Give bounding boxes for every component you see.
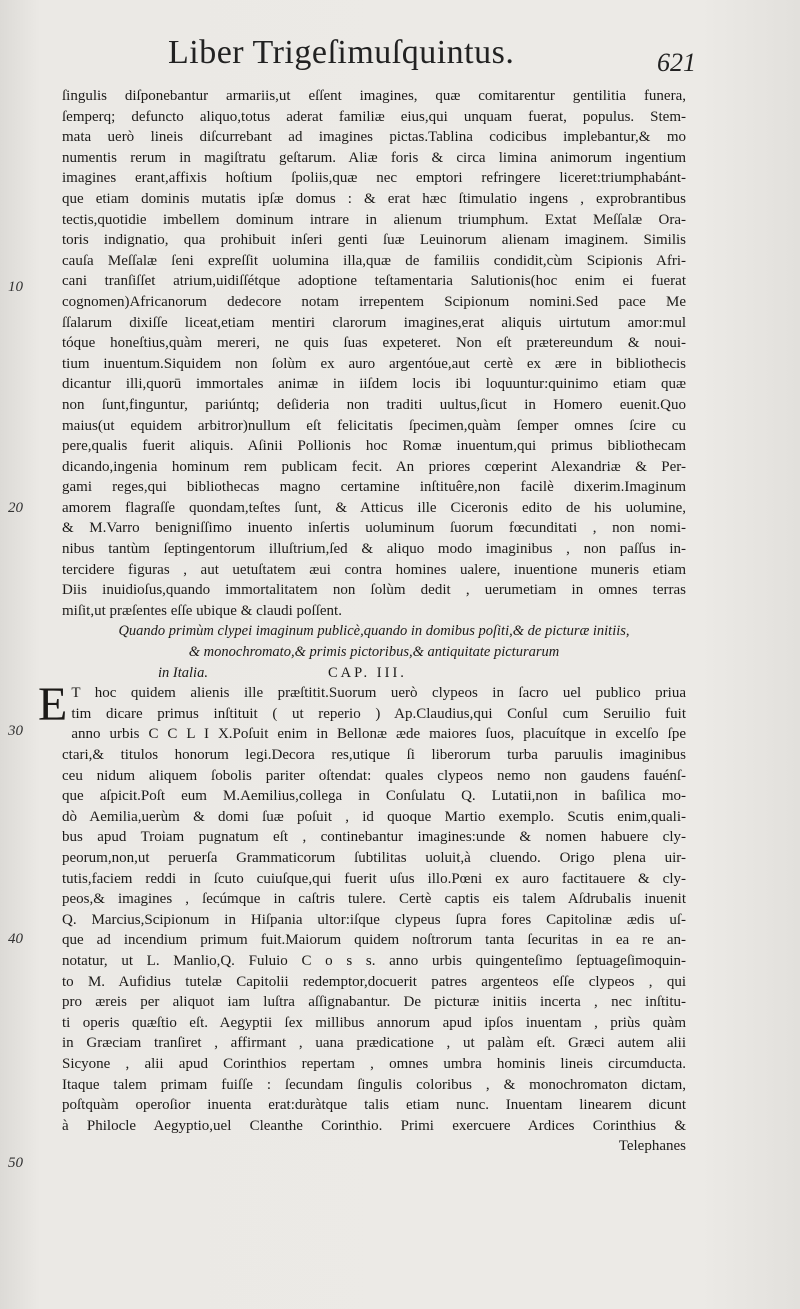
text-line: cauſa Meſſalæ ſeni expreſſit uolumina illa,quæ de familiis condidit,cùm Scipionis Afri- <box>62 252 686 269</box>
text-line: in Græciam tranſiret , affirmant , uana prædicatione , ut palàm eſt. Græci autem alii <box>62 1035 686 1052</box>
text-line: ſemperq; defuncto aliquo,totus aderat familiæ eius,qui unquam fuerat, populus. Stem- <box>62 108 686 125</box>
text-line: ceu nidum aliquem ſobolis pariter oſtendat: quales clypeos nemo non gaudens fauénſ- <box>62 767 686 784</box>
text-line: ſſalarum dixiſſe liceat,etiam mentiri clarorum imagines,erat aliquis uirtutum amor:mul <box>62 314 686 331</box>
text-line: pere,qualis fuerit aliquis. Aſinii Pollionis hoc Romæ inuentum,qui primus bibliothecam <box>62 438 686 455</box>
text-line: peorum,non,ut peruerſa Grammaticorum ſubtilitas uoluit,à cluendo. Origo plena uir- <box>62 849 686 866</box>
text-line: ctari,& titulos honorum legi.Decora res,utique ſi liberorum turba paruulis imaginibus <box>62 747 686 763</box>
text-block <box>38 86 686 1157</box>
text-line: non ſunt,finguntur, pariúntq; deſideria non traditi uultus,ſicut in Homero euenit.Quo <box>62 396 686 413</box>
text-line: gami reges,qui bibliothecas magno certamine inſtituêre,non facilè dixerim.Imaginum <box>62 479 686 496</box>
text-line: pro æreis per aliquot iam luſtra aſſignabantur. De picturæ initiis incerta , nec inſtitu- <box>62 994 686 1011</box>
text-line: amorem flagraſſe quondam,teſtes ſunt, & Atticus ille Ciceronis edito de his uolumine, <box>62 499 686 516</box>
catchword: Telephanes <box>618 1138 686 1155</box>
text-line-content: T hoc quidem alienis ille præſtitit.Suorum uerò clypeos in ſacro uel publico priua <box>71 685 686 702</box>
text-line: anno urbis C C L I X.Poſuit enim in Bellonæ æde maiores ſuos, placuítque in excelſo ſpe <box>71 726 686 743</box>
text-line: Sicyone , alii apud Corinthios repertam , omnes umbra hominis lineis circumducta. <box>62 1055 686 1072</box>
chapter-label: CAP. III. <box>327 664 407 681</box>
text-line: à Philocle Aegyptio,uel Cleanthe Corinthio. Primi exercuere Ardices Corinthius & <box>62 1117 686 1134</box>
text-line: cani tranſiſſet atrium,uidiſſétque adoptione teſtamentaria Salutionis(hoc enim ei fuerat <box>62 273 686 290</box>
text-line: que ad incendium primum fuit.Maiorum quidem noſtrorum tanta ſecuritas in ea re an- <box>62 932 686 949</box>
line-number-50: 50 <box>8 1155 23 1171</box>
page-number: 621 <box>657 48 696 77</box>
text-line: tóque honeſtius,quàm mereri, ne quis ſuas expeteret. Non eſt prætereundum & noui- <box>62 335 686 352</box>
text-line: que aſpicit.Poſt eum M.Aemilius,collega in Conſulatu Q. Lutatii,non in baſilica mo- <box>62 788 686 805</box>
line-number-30: 30 <box>8 723 23 739</box>
text-line: imagines erant,affixis hoſtium ſpoliis,quæ nec emptori refringere liceret:triumphabánt- <box>62 170 686 187</box>
chapter-heading-line: & monochromato,& primis pictoribus,& antiquitate picturarum <box>188 644 560 661</box>
running-head-title: Liber Trigeſimuſquintus. <box>168 34 515 71</box>
chapter-heading-line <box>62 663 686 684</box>
text-line: dicando,ingenia hominum rem publicam fecit. An priores cœperint Alexandriæ & Per- <box>62 458 686 475</box>
text-line: Diis inuidioſus,quando immortalitatem non ſolùm dedit , uerumetiam in omnes terras <box>62 582 686 599</box>
text-line: dò Aemilia,uerùm & domi ſuæ poſuit , id quoque Martio exemplo. Scutis enim,quali- <box>62 808 686 825</box>
text-line: dicantur illi,quorū immortales animæ in iiſdem locis ibi loquuntur:quinimo etiam quæ <box>62 376 686 393</box>
text-line: ſingulis diſponebantur armariis,ut eſſent imagines, quæ comitarentur gentilitia funera, <box>62 88 686 104</box>
chapter-heading-line: Quando primùm clypei imaginum publicè,quando in domibus poſiti,& de picturæ initiis, <box>118 623 630 640</box>
drop-cap: E <box>38 678 68 732</box>
text-line: mata uerò lineis diſcurrebant ad imagines pictas.Tablina codicibus implebantur,& mo <box>62 129 686 146</box>
text-line: ti operis quæſtio eſt. Aegyptii ſex millibus annorum apud ipſos inuentam , priùs quàm <box>62 1014 686 1031</box>
text-line: maius(ut equidem arbitror)nullum eſt felicitatis ſpecimen,quàm ſemper omnes ſcire cu <box>62 417 686 434</box>
line-number-20: 20 <box>8 500 23 516</box>
text-line: que etiam dominis mutatis ipſæ domus : & erat hæc ſtimulatio ingens , exprobrantibus <box>62 190 686 207</box>
text-line: to M. Aufidius tutelæ Capitolii redemptor,docuerit patres argenteos eſſe clypeos , qui <box>62 973 686 990</box>
text-line: Itaque talem primam fuiſſe : ſecundam ſingulis coloribus , & monochromaton dictam, <box>62 1076 686 1093</box>
text-line: miſit,ut præſentes eſſe ubique & claudi poſſent. <box>62 602 342 619</box>
text-line: tim dicare primus inſtituit ( ut reperio ) Ap.Claudius,qui Conſul cum Seruilio fuit <box>71 705 686 722</box>
text-line: poſtquàm operoſior inuenta erat:duràtque talis etiam nunc. Inuentam linearem dicunt <box>62 1097 686 1114</box>
text-line: nibus tantùm ſeptingentorum illuſtrium,ſed & aliquo modo imaginibus , non paſſus in- <box>62 541 686 558</box>
text-line: Q. Marcius,Scipionum in Hiſpania ultor:iſque clypeus ſupra fores Capitolinæ ædis uſ- <box>62 911 686 928</box>
text-line: tectis,quotidie imbellem dominum intrare in alienum triumphum. Extat Meſſalæ Ora- <box>62 211 686 228</box>
line-number-10: 10 <box>8 279 23 295</box>
text-line: toris indignatio, qua prohibuit inſeri genti ſuæ Leuinorum alienam imaginem. Similis <box>62 232 686 249</box>
text-line: tercidere figuras , aut uetuſtatem æui contra homines ualere, inuentione muneris etiam <box>62 561 686 578</box>
line-number-40: 40 <box>8 931 23 947</box>
text-line: peos,& imagines , ſecúmque in caſtris tulere. Certè captis eis talem Aſdrubalis inuenit <box>62 891 686 908</box>
text-line: cognomen)Africanorum dedecore notam irrepentem Scipionum nomini.Sed pace Me <box>62 293 686 310</box>
text-line: notatur, ut L. Manlio,Q. Fuluio C o s s. anno urbis quingenteſimo ſeptuageſimoquin- <box>62 952 686 969</box>
chapter-heading-tail: in Italia. <box>158 664 208 681</box>
text-line: & M.Varro benigniſſimo inuento inſertis uoluminum ſuorum fœcunditati , non nomi- <box>62 520 686 537</box>
text-line: bus apud Troiam pugnatum eſt , continebantur imagines:unde & nomen habuere cly- <box>62 829 686 846</box>
text-line: numentis rerum in magiſtratu geſtarum. Aliæ foris & circa limina animorum ingentium <box>62 149 686 166</box>
text-line: tium inuentum.Siquidem non ſolùm ex auro argentóue,aut certè ex ære in bibliothecis <box>62 355 686 372</box>
text-line: tutis,faciem reddi in ſcuto cuiuſque,qui fuerit uſus illo.Pœni ex auro factitauere & cly- <box>62 870 686 887</box>
